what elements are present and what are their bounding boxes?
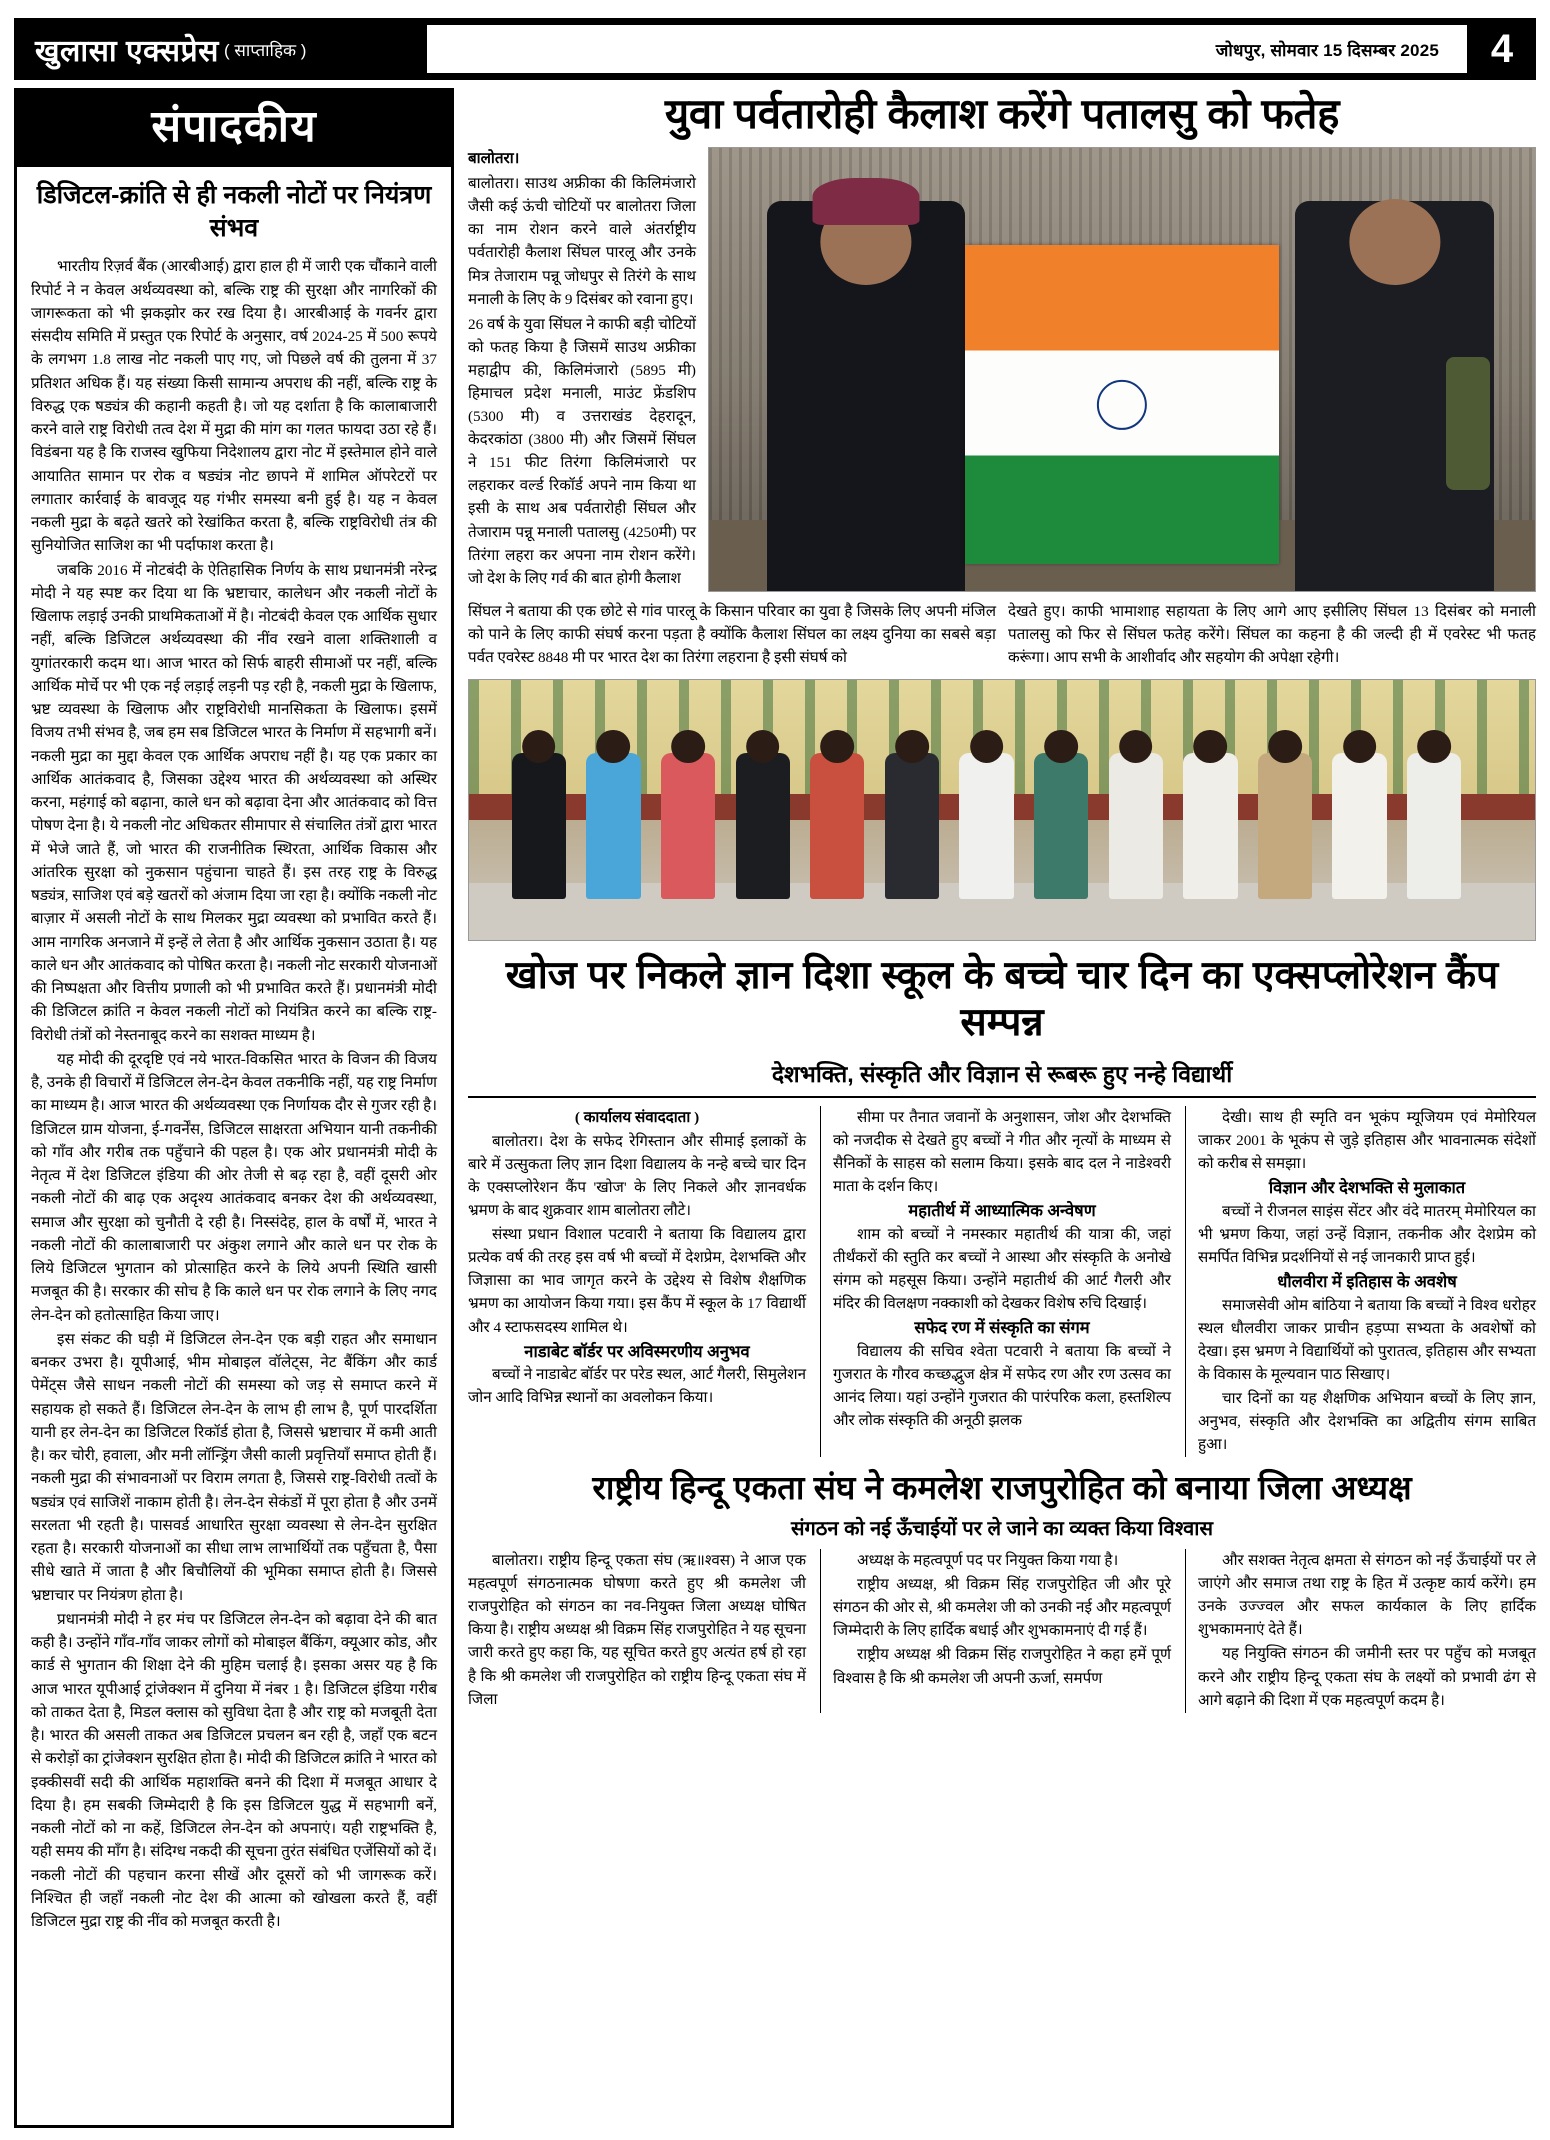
page-layout xyxy=(14,88,1536,2128)
camp-story-subhead-nadabet: नाडाबेट बॉर्डर पर अविस्मरणीय अनुभव xyxy=(524,1342,750,1361)
page-number: 4 xyxy=(1471,21,1533,77)
camp-story-subheadline: देशभक्ति, संस्कृति और विज्ञान से रूबरू हुए नन्हे विद्यार्थी xyxy=(468,1053,1536,1098)
child-figure xyxy=(959,753,1013,899)
sangh-story-paragraph: अध्यक्ष के महत्वपूर्ण पद पर नियुक्त किया गया है। xyxy=(857,1552,1119,1570)
masthead xyxy=(14,18,1536,80)
edition-date: जोधपुर, सोमवार 15 दिसम्बर 2025 xyxy=(1215,40,1439,60)
sangh-story-paragraph: बालोतरा। राष्ट्रीय हिन्दू एकता संघ (ऋ॥श्वस) ने आज एक महत्वपूर्ण संगठनात्मक घोषणा करते हुए श्री कमलेश जी राजपुरोहित को संगठन का नव-नियुक्त जिला अध्यक्ष घोषित किया है। राष्ट्रीय अध्यक्ष श्री विक्रम सिंह राजपुरोहित ने यह सूचना जारी करते हुए कहा कि, यह सूचित करते हुए अत्यंत हर्ष हो रहा है कि श्री कमलेश जी राजपुरोहित को राष्ट्रीय हिन्दू एकता संघ में जिला xyxy=(468,1552,806,1708)
person-figure xyxy=(767,201,965,591)
sangh-story-columns xyxy=(468,1549,1536,1713)
camp-story-subhead-dholavira: धौलवीरा में इतिहास के अवशेष xyxy=(1277,1272,1457,1291)
child-figure xyxy=(512,753,566,899)
lead-story-column-2: सिंघल ने बताया की एक छोटे से गांव पारलू के किसान परिवार का युवा है जिसके लिए अपनी मंजिल को पाने के लिए काफी संघर्ष करना पड़ता है क्योंकि कैलाश सिंघल का लक्ष्य दुनिया का सबसे बड़ा पर्वत एवरेस्ट 8848 मी पर भारत देश का तिरंगा लहराना है इसी संघर्ष को xyxy=(468,602,996,666)
camp-story-paragraph: चार दिनों का यह शैक्षणिक अभियान बच्चों के लिए ज्ञान, अनुभव, संस्कृति और देशभक्ति का अद्वितीय संगम साबित हुआ। xyxy=(1198,1389,1536,1454)
child-figure xyxy=(661,753,715,899)
indian-flag xyxy=(965,245,1279,564)
dateline: बालोतरा। xyxy=(468,150,520,168)
editorial-section xyxy=(14,88,454,2128)
right-column xyxy=(454,88,1536,2128)
child-figure xyxy=(1034,753,1088,899)
camp-story-paragraph: शाम को बच्चों ने नमस्कार महातीर्थ की यात्रा की, जहां तीर्थंकरों की स्तुति कर बच्चों ने आस्था और संस्कृति के अनोखे संगम को महसूस किया। उन्होंने महातीर्थ की आर्ट गैलरी और मंदिर की विलक्षण नक्काशी को देखकर विशेष रुचि दिखाई। xyxy=(833,1225,1171,1312)
child-figure xyxy=(736,753,790,899)
camp-story-subhead-mahatirth: महातीर्थ में आध्यात्मिक अन्वेषण xyxy=(908,1202,1096,1221)
masthead-date-strip xyxy=(427,25,1467,73)
camp-story-headline: खोज पर निकले ज्ञान दिशा स्कूल के बच्चे चार दिन का एक्सप्लोरेशन कैंप सम्पन्न xyxy=(505,954,1499,1044)
newspaper-frequency: ( साप्ताहिक ) xyxy=(223,40,307,60)
camp-story-paragraph: सीमा पर तैनात जवानों के अनुशासन, जोश और देशभक्ति को नजदीक से देखते हुए बच्चों ने गीत और नृत्यों के माध्यम से सैनिकों के साहस को सलाम किया। इसके बाद दल ने नाडेश्वरी माता के दर्शन किए। xyxy=(833,1108,1171,1195)
child-figure xyxy=(1109,753,1163,899)
camp-story-byline: ( कार्यालय संवाददाता ) xyxy=(574,1108,700,1126)
camp-story-photo xyxy=(468,679,1536,941)
camp-story-column-3 xyxy=(1185,1106,1536,1457)
sangh-story-column-1 xyxy=(468,1549,806,1713)
sangh-story-paragraph: राष्ट्रीय अध्यक्ष श्री विक्रम सिंह राजपुरोहित ने कहा हमें पूर्ण विश्वास है कि श्री कमलेश जी अपनी ऊर्जा, समर्पण xyxy=(833,1646,1171,1687)
camp-story-paragraph: संस्था प्रधान विशाल पटवारी ने बताया कि विद्यालय द्वारा प्रत्येक वर्ष की तरह इस वर्ष भी बच्चों में देशप्रेम, देशभक्ति और जिज्ञासा का भाव जागृत करने के उद्देश्य से विशेष शैक्षणिक भ्रमण का आयोजन किया गया। इस कैंप में स्कूल के 17 विद्यार्थी और 4 स्टाफसदस्य शामिल थे। xyxy=(468,1226,806,1336)
camp-story-paragraph: बालोतरा। देश के सफेद रेगिस्तान और सीमाई इलाकों के बारे में उत्सुकता लिए ज्ञान दिशा विद्यालय के नन्हे बच्चे चार दिन के एक्सप्लोरेशन कैंप 'खोज' के लिए निकले और ज्ञानवर्धक भ्रमण के बाद शुक्रवार शाम बालोतरा लौटे। xyxy=(468,1132,806,1220)
editorial-paragraph: प्रधानमंत्री मोदी ने हर मंच पर डिजिटल लेन-देन को बढ़ावा देने की बात कही है। उन्होंने गाँव-गाँव जाकर लोगों को मोबाइल बैंकिंग, क्यूआर कोड, और कार्ड से भुगतान की शिक्षा देने की मुहिम चलाई है। इसका असर यह है कि आज भारत यूपीआई ट्रांजेक्शन में दुनिया में नंबर 1 है। डिजिटल इंडिया गरीब को ताकत देता है, मिडल क्लास को सुविधा देता है और राष्ट्र को मजबूती देता है। भारत की असली ताकत अब डिजिटल प्रचलन बन रही है, जहाँ एक बटन से करोड़ों का ट्रांजेक्शन सुरक्षित होता है। मोदी की डिजिटल क्रांति ने भारत को इक्कीसवीं सदी की आर्थिक महाशक्ति बनने की दिशा में मजबूत आधार दे दिया है। हम सबकी जिम्मेदारी है कि इस डिजिटल युद्ध में सहभागी बनें, नकली नोटों को ना कहें, डिजिटल लेन-देन को अपनाएं। यही राष्ट्रभक्ति है, यही समय की माँग है। संदिग्ध नकदी की सूचना तुरंत संबंधित एजेंसियों को दें। नकली नोटों की पहचान करना सीखें और दूसरों को भी जागरूक करें। निश्चित ही जहाँ नकली नोट देश की आत्मा को खोखला करते हैं, वहीं डिजिटल मुद्रा राष्ट्र की नींव को मजबूत करती है। xyxy=(31,1610,437,1931)
camp-story-column-1 xyxy=(468,1106,806,1457)
person-head xyxy=(1349,199,1440,285)
child-figure xyxy=(586,753,640,899)
ashoka-chakra-icon xyxy=(1097,380,1147,430)
person-figure xyxy=(1295,201,1493,591)
masthead-logo xyxy=(17,21,427,77)
camp-story-paragraph: बच्चों ने नाडाबेट बॉर्डर पर परेड स्थल, आर्ट गैलरी, सिमुलेशन जोन आदि विभिन्न स्थानों का अवलोकन किया। xyxy=(468,1366,806,1407)
camp-story-column-2 xyxy=(820,1106,1171,1457)
editorial-paragraph: भारतीय रिज़र्व बैंक (आरबीआई) द्वारा हाल ही में जारी एक चौंकाने वाली रिपोर्ट ने न केवल अर्थव्यवस्था को, बल्कि राष्ट्र की सुरक्षा और नागरिकों की जागरूकता को भी झकझोर कर रख दिया है। आरबीआई के गवर्नर द्वारा संसदीय समिति में प्रस्तुत एक रिपोर्ट के अनुसार, वर्ष 2024-25 में 500 रूपये के लगभग 1.8 लाख नोट नकली पाए गए, जो पिछले वर्ष की तुलना में 37 प्रतिशत अधिक हैं। यह संख्या किसी सामान्य अपराध की नहीं, बल्कि राष्ट्र के विरुद्ध एक षड्यंत्र की कहानी कहती है। जो यह दर्शाता है कि कालाबाजारी करने वाले राष्ट्र विरोधी तत्व देश में मुद्रा की मांग का गलत फायदा उठा रहे हैं। विडंबना यह है कि राजस्व खुफिया निदेशालय द्वारा नोट में इस्तेमाल होने वाले आयातित सामान पर रोक व षड्यंत्र नोट छापने में शामिल ऑपरेटरों पर लगातार कार्रवाई के बावजूद यह गंभीर समस्या बनी हुई है। यह न केवल नकली मुद्रा के बढ़ते खतरे को रेखांकित करता है, बल्कि राष्ट्रविरोधी तंत्र की सुनियोजित साजिश का भी पर्दाफाश करता है। xyxy=(31,258,437,555)
sangh-story-column-3 xyxy=(1185,1549,1536,1713)
child-figure xyxy=(1407,753,1461,899)
editorial-paragraph: इस संकट की घड़ी में डिजिटल लेन-देन एक बड़ी राहत और समाधान बनकर उभरा है। यूपीआई, भीम मोबाइल वॉलेट्स, नेट बैंकिंग और कार्ड पेमेंट्स जैसे साधन नकली नोटों की समस्या को जड़ से समाप्त करने में सहायक हो सकते हैं। डिजिटल लेन-देन के लाभ ही लाभ है, पूर्ण पारदर्शिता यानी हर लेन-देन का डिजिटल रिकॉर्ड होता है, जिससे भ्रष्टाचार में कमी आती है। कर चोरी, हवाला, और मनी लॉन्ड्रिंग जैसी काली प्रवृत्तियाँ समाप्त होती हैं। नकली मुद्रा की संभावनाओं पर विराम लगता है, जिससे राष्ट्र-विरोधी तत्वों के षड्यंत्र एवं साजिशें नाकाम होती है। लेन-देन सेकंडों में पूरा होता है और उनमें सरलता भी रहती है। पासवर्ड आधारित सुरक्षा व्यवस्था से लेन-देन सुरक्षित रहता है। सरकारी योजनाओं का सीधा लाभ लाभार्थियों तक पहुँचता है, पैसा सीधे खाते में जाता है और बिचौलियों की भूमिका समाप्त होती है। जिससे भ्रष्टाचार पर नियंत्रण होता है। xyxy=(31,1330,437,1604)
lead-story-column-1 xyxy=(468,147,696,592)
camp-story-subhead-safed-ran: सफेद रण में संस्कृति का संगम xyxy=(914,1319,1090,1338)
lead-story-paragraph: बालोतरा। साउथ अफ्रीका की किलिमंजारो जैसी कई ऊंची चोटियों पर बालोतरा जिला का नाम रोशन करने वाले अंतर्राष्ट्रीय पर्वतारोही कैलाश सिंघल पारलू और उनके मित्र तेजाराम पन्नू जोधपुर से तिरंगे के साथ मनाली के लिए के 9 दिसंबर को रवाना हुए। xyxy=(468,175,696,308)
sangh-story-subheadline: संगठन को नई ऊँचाईयों पर ले जाने का व्यक्त किया विश्वास xyxy=(791,1518,1213,1541)
editorial-paragraph: यह मोदी की दूरदृष्टि एवं नये भारत-विकसित भारत के विजन की विजय है, उनके ही विचारों में डिजिटल लेन-देन केवल तकनीकि नहीं, यह राष्ट्र निर्माण का माध्यम है। आज भारत की अर्थव्यवस्था एक निर्णायक दौर से गुजर रही है। डिजिटल ग्राम योजना, ई-गवर्नेंस, डिजिटल साक्षरता अभियान यानी तकनीकी को गाँव और गरीब तक पहुँचाने की पहल है। एक ओर प्रधानमंत्री मोदी के नेतृत्व में देश डिजिटल इंडिया की ओर तेजी से बढ़ रहा है, वहीं दूसरी ओर नकली नोटों की बाढ़ एक अदृश्य आतंकवाद बनकर देश की अर्थव्यवस्था, समाज और सुरक्षा को चुनौती दे रही है। निस्संदेह, हाल के वर्षों में, भारत ने नकली नोटों की कालाबाजारी पर अंकुश लगाने और काले धन पर रोक के लिये डिजिटल भुगतान को प्रोत्साहित करने के लिये अपनी स्थिति खासी मजबूत की है। सरकार की सोच है कि काले धन पर रोक लगाने के लिए नगद लेन-देन को हतोत्साहित किया जाए। xyxy=(31,1050,437,1324)
backpack-icon xyxy=(1446,357,1490,489)
camp-story-paragraph: बच्चों ने रीजनल साइंस सेंटर और वंदे मातरम् मेमोरियल का भी भ्रमण किया, जहां उन्हें विज्ञान, तकनीक और देशप्रेम को समर्पित विभिन्न प्रदर्शनियों से नई जानकारी प्राप्त हुई। xyxy=(1198,1202,1536,1266)
child-figure xyxy=(1183,753,1237,899)
editorial-body xyxy=(17,255,451,2125)
sangh-story-column-2 xyxy=(820,1549,1171,1713)
sangh-story-paragraph: राष्ट्रीय अध्यक्ष, श्री विक्रम सिंह राजपुरोहित जी और पूरे संगठन की ओर से, श्री कमलेश जी को उनकी नई और महत्वपूर्ण जिम्मेदारी के लिए हार्दिक बधाई और शुभकामनाएं दी गई हैं। xyxy=(833,1576,1171,1640)
sangh-story-headline: राष्ट्रीय हिन्दू एकता संघ ने कमलेश राजपुरोहित को बनाया जिला अध्यक्ष xyxy=(592,1469,1412,1507)
child-figure xyxy=(885,753,939,899)
camp-story-subhead-vigyan: विज्ञान और देशभक्ति से मुलाकात xyxy=(1268,1178,1466,1197)
newspaper-title: खुलासा एक्सप्रेस xyxy=(35,34,219,68)
cap-icon xyxy=(812,178,919,225)
lead-story-column-3: देखते हुए। काफी भामाशाह सहायता के लिए आगे आए इसीलिए सिंघल 13 दिसंबर को मनाली पतालसु को फिर से सिंघल फतेह करेंगे। सिंघल का कहना है की जल्दी ही में एवरेस्ट भी फतह करूंगा। आप सभी के आशीर्वाद और सहयोग की अपेक्षा रहेगी। xyxy=(1008,602,1536,666)
child-figure xyxy=(1332,753,1386,899)
camp-story-paragraph: देखी। साथ ही स्मृति वन भूकंप म्यूजियम एवं मेमोरियल जाकर 2001 के भूकंप से जुड़े इतिहास और भावनात्मक संदेशों को करीब से समझा। xyxy=(1198,1108,1536,1172)
editorial-paragraph: जबकि 2016 में नोटबंदी के ऐतिहासिक निर्णय के साथ प्रधानमंत्री नरेन्द्र मोदी ने यह स्पष्ट कर दिया था कि भ्रष्टाचार, कालेधन और नकली नोटों के खिलाफ लड़ाई उनकी प्राथमिकताओं में है। नोटबंदी केवल एक आर्थिक सुधार नहीं, बल्कि डिजिटल अर्थव्यवस्था की नींव रखने वाला शक्तिशाली व युगांतरकारी कदम था। आज भारत को सिर्फ बाहरी सीमाओं पर नहीं, बल्कि आर्थिक मोर्चे पर भी एक नई लड़ाई लड़नी पड़ रही है, नकली मुद्रा के खिलाफ, भ्रष्ट व्यवस्था के खिलाफ और राष्ट्रविरोधी मानसिकता के खिलाफ। इसमें विजय तभी संभव है, जब हम सब डिजिटल भारत के निर्माण में सहभागी बनें। नकली मुद्रा का मुद्दा केवल एक आर्थिक अपराध नहीं है। यह एक प्रकार का आर्थिक आतंकवाद है, जिसका उद्देश्य भारत की अर्थव्यवस्था को अस्थिर करना, महंगाई को बढ़ाना, काले धन को बढ़ावा देना और आतंकवाद को वित्त पोषण देना है। ये नकली नोट अधिकतर सीमापार से संचालित तंत्रों द्वारा भारत में भेजे जाते हैं, जो भारत की राजनीतिक स्थिरता, आर्थिक विकास और आंतरिक सुरक्षा को नुकसान पहुंचाना चाहते हैं। इस तरह राष्ट्र के विरुद्ध षड्यंत्र, साजिश एवं बड़े खतरों को अंजाम दिया जा रहा है। क्योंकि नकली नोट बाज़ार में असली नोटों के साथ मिलकर मुद्रा व्यवस्था को प्रभावित करते हैं। आम नागरिक अनजाने में इन्हें ले लेता है और आर्थिक नुकसान उठाता है। यह काले धन और आतंकवाद को पोषित करता है। नकली नोट सरकारी योजनाओं की निष्पक्षता और वित्तीय प्रणाली को भी प्रभावित करते हैं। प्रधानमंत्री मोदी की डिजिटल क्रांति न केवल नकली नोटों को नियंत्रित करने का बल्कि राष्ट्र-विरोधी तंत्रों को नेस्तनाबूद करने का सशक्त माध्यम है। xyxy=(31,561,437,1044)
camp-story-columns xyxy=(468,1106,1536,1457)
lead-story-paragraph xyxy=(468,147,696,170)
child-figure xyxy=(810,753,864,899)
sangh-story-paragraph: यह नियुक्ति संगठन की जमीनी स्तर पर पहुँच को मजबूत करने और राष्ट्रीय हिन्दू एकता संघ के लक्ष्यों को प्रभावी ढंग से आगे बढ़ाने की दिशा में एक महत्वपूर्ण कदम है। xyxy=(1198,1645,1536,1709)
lead-story-photo xyxy=(708,147,1536,592)
lead-story-headline: युवा पर्वतारोही कैलाश करेंगे पतालसु को फतेह xyxy=(664,90,1340,137)
child-figure xyxy=(1258,753,1312,899)
lead-story-paragraph: 26 वर्ष के युवा सिंघल ने काफी बड़ी चोटियों को फतह किया है जिसमें साउथ अफ्रीका महाद्वीप की, किलिमंजारो (5895 मी) हिमाचल प्रदेश मनाली, माउंट फ्रेंडशिप (5300 मी) व उत्तराखंड देहरादून, केदरकांठा (3800 मी) और जिसमें सिंघल ने 151 फीट तिरंगा किलिमंजारो पर लहराकर वर्ल्ड रिकॉर्ड अपने नाम किया था इसी के साथ अब पर्वतारोही सिंघल और तेजाराम पन्नू मनाली पतालसु (4250मी) पर तिरंगा लहरा कर अपना नाम रोशन करेंगे। जो देश के लिए गर्व की बात होगी कैलाश xyxy=(468,315,696,587)
camp-story-paragraph: समाजसेवी ओम बांठिया ने बताया कि बच्चों ने विश्व धरोहर स्थल धौलवीरा जाकर प्राचीन हड़प्पा सभ्यता के अवशेषों को देखा। इस भ्रमण ने विद्यार्थियों को पुरातत्व, इतिहास और सभ्यता के विकास के मूल्यवान पाठ सिखाए। xyxy=(1198,1296,1536,1383)
camp-story xyxy=(468,941,1536,1457)
editorial-headline: डिजिटल-क्रांति से ही नकली नोटों पर नियंत्रण संभव xyxy=(36,181,432,243)
lead-story-lower-columns xyxy=(468,600,1536,669)
sangh-story-paragraph: और सशक्त नेतृत्व क्षमता से संगठन को नई ऊँचाईयों पर ले जाएंगे और समाज तथा राष्ट्र के हित में उत्कृष्ट कार्य करेंगे। हम उनके उज्ज्वल और सफल कार्यकाल के लिए हार्दिक शुभकामनाएं देते हैं। xyxy=(1198,1552,1536,1639)
camp-story-paragraph: विद्यालय की सचिव श्वेता पटवारी ने बताया कि बच्चों ने गुजरात के गौरव कच्छद्भुज क्षेत्र में सफेद रण और रण उत्सव का आनंद लिया। यहां उन्होंने गुजरात की पारंपरिक कला, हस्तशिल्प और लोक संस्कृति की अनूठी झलक xyxy=(833,1342,1171,1429)
sangh-story xyxy=(468,1457,1536,1713)
editorial-banner: संपादकीय xyxy=(17,91,451,167)
lead-story xyxy=(468,88,1536,669)
